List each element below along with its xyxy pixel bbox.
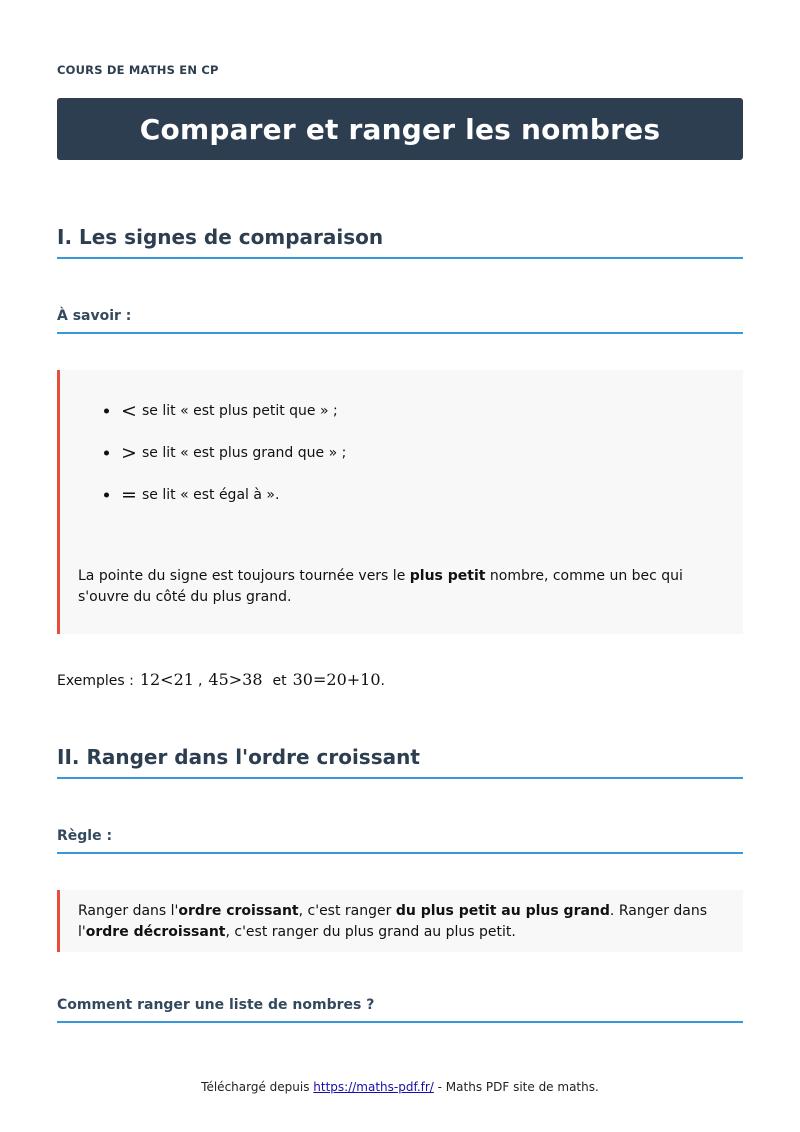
title-banner [57, 98, 743, 160]
rule-text-part: , c'est ranger du plus grand au plus petit. [225, 924, 516, 940]
list-item-text: se lit « est plus petit que » ; [142, 403, 338, 419]
list-item [78, 432, 717, 474]
rule-text [78, 901, 717, 943]
subtitle-a-savoir: À savoir : [57, 308, 743, 334]
note-bold: plus petit [409, 568, 486, 584]
section-title-ranger: II. Ranger dans l'ordre croissant [57, 745, 743, 779]
bullet-icon [104, 409, 109, 414]
greater-than-symbol: > [121, 442, 137, 464]
a-savoir-box [57, 370, 743, 634]
example-formula: 12<21 [139, 670, 194, 689]
list-item [78, 474, 717, 516]
footer-prefix: Téléchargé depuis [201, 1080, 314, 1094]
example-formula: 45>38 [208, 670, 263, 689]
example-period: . [380, 673, 385, 689]
example-separator: , [197, 673, 203, 689]
comparison-signs-list [78, 390, 717, 516]
footer-link[interactable]: https://maths-pdf.fr/ [313, 1080, 434, 1094]
equals-symbol: = [121, 484, 137, 506]
examples-label: Exemples : [57, 673, 134, 689]
rule-text-part: . Ranger dans l' [78, 903, 708, 940]
subtitle-comment-ranger: Comment ranger une liste de nombres ? [57, 997, 743, 1023]
bullet-icon [104, 451, 109, 456]
subtitle-regle: Règle : [57, 828, 743, 854]
footer-suffix: - Maths PDF site de maths. [433, 1080, 599, 1094]
examples-line [57, 670, 385, 689]
note-text: nombre, comme un bec qui s'ouvre du côté du plus grand. [78, 568, 683, 605]
rule-bold: ordre décroissant [85, 924, 226, 940]
list-item [78, 390, 717, 432]
rule-text-part: Ranger dans l' [78, 903, 179, 919]
section-title-signes: I. Les signes de comparaison [57, 225, 743, 259]
rule-bold: du plus petit au plus grand [395, 903, 610, 919]
rule-text-part: , c'est ranger [298, 903, 396, 919]
page-title: Comparer et ranger les nombres [139, 112, 661, 146]
list-item-text: se lit « est plus grand que » ; [142, 445, 347, 461]
bullet-icon [104, 493, 109, 498]
footer [0, 1080, 800, 1094]
course-label: COURS DE MATHS EN CP [57, 63, 219, 77]
list-item-text: se lit « est égal à ». [142, 487, 280, 503]
regle-box [57, 890, 743, 952]
example-conjunction: et [272, 673, 287, 689]
sign-direction-note [78, 566, 717, 608]
note-text: La pointe du signe est toujours tournée vers le [78, 568, 410, 584]
rule-bold: ordre croissant [178, 903, 299, 919]
example-formula: 30=20+10 [292, 670, 381, 689]
less-than-symbol: < [121, 400, 137, 422]
